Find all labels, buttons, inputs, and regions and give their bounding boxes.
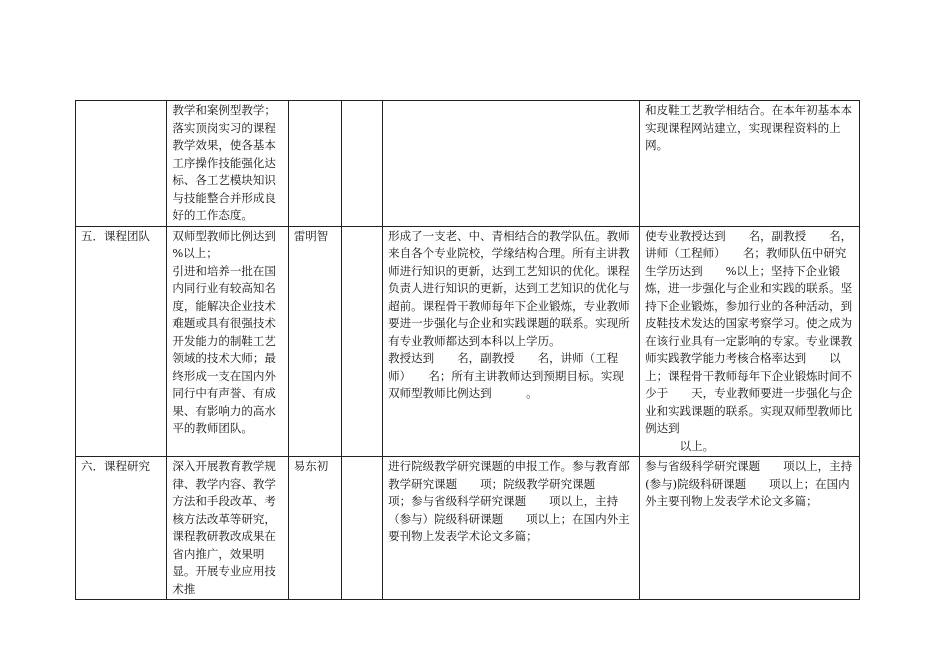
section-cell [76, 101, 167, 227]
target-cell: 和皮鞋工艺教学相结合。在本年初基本本实现课程网站建立，实现课程资料的上网。 [640, 101, 860, 227]
table-row [76, 226, 860, 457]
person-cell: 雷明智 [288, 226, 341, 457]
section-cell: 五．课程团队 [76, 226, 167, 457]
table-row [76, 457, 860, 600]
blank-cell [342, 457, 383, 600]
current-status-cell [383, 101, 640, 227]
target-cell: 使专业教授达到 名，副教授 名，讲师（工程师） 名；教师队伍中研究生学历达到 %以上；坚持下企业锻炼，进一步强化与企业和实践的联系。坚持下企业锻炼，参加行业的各种活动，到皮鞋技术发达的国家考察学习。使之成为在该行业具有一定影响的专家。专业课教师实践教学能力考核合格率达到 以上；课程骨干教师每年下企业锻炼时间不少于 天，专业教师要进一步强化与企业和实践课题的联系。实现双师型教师比例达到 以上。 [640, 226, 860, 457]
document-table [75, 100, 860, 600]
blank-cell [342, 101, 383, 227]
goal-cell: 教学和案例型教学； 落实顶岗实习的课程教学效果，使各基本工序操作技能强化达标、各工艺模块知识与技能整合并形成良好的工作态度。 [167, 101, 288, 227]
blank-cell [342, 226, 383, 457]
target-cell: 参与省级科学研究课题 项以上，主持(参与)院级科研课题 项以上；在国内外主要刊物上发表学术论文多篇； [640, 457, 860, 600]
person-cell: 易东初 [288, 457, 341, 600]
goal-cell: 双师型教师比例达到 %以上； 引进和培养一批在国内同行业有较高知名度，能解决企业技术难题或具有很强技术开发能力的制鞋工艺领域的技术大师；最终形成一支在国内外同行中有声誉、有成果、有影响力的高水平的教师团队。 [167, 226, 288, 457]
goal-cell: 深入开展教育教学规律、教学内容、教学方法和手段改革、考核方法改革等研究，课程教研教改成果在省内推广，效果明显。开展专业应用技术推 [167, 457, 288, 600]
person-cell [288, 101, 341, 227]
section-cell: 六．课程研究 [76, 457, 167, 600]
current-status-cell: 形成了一支老、中、青相结合的教学队伍。教师来自各个专业院校，学缘结构合理。所有主讲教师进行知识的更新，达到工艺知识的优化。课程负责人进行知识的更新，达到工艺知识的优化与超前。课程骨干教师每年下企业锻炼，专业教师要进一步强化与企业和实践课题的联系。实现所有专业教师都达到本科以上学历。 教授达到 名，副教授 名，讲师（工程师） 名；所有主讲教师达到预期目标。实现双师型教师比例达到 。 [383, 226, 640, 457]
table-row [76, 101, 860, 227]
current-status-cell: 进行院级教学研究课题的申报工作。参与教育部教学研究课题 项；院级教学研究课题 项；参与省级科学研究课题 项以上，主持（参与）院级科研课题 项以上；在国内外主要刊物上发表学术论文多篇； [383, 457, 640, 600]
